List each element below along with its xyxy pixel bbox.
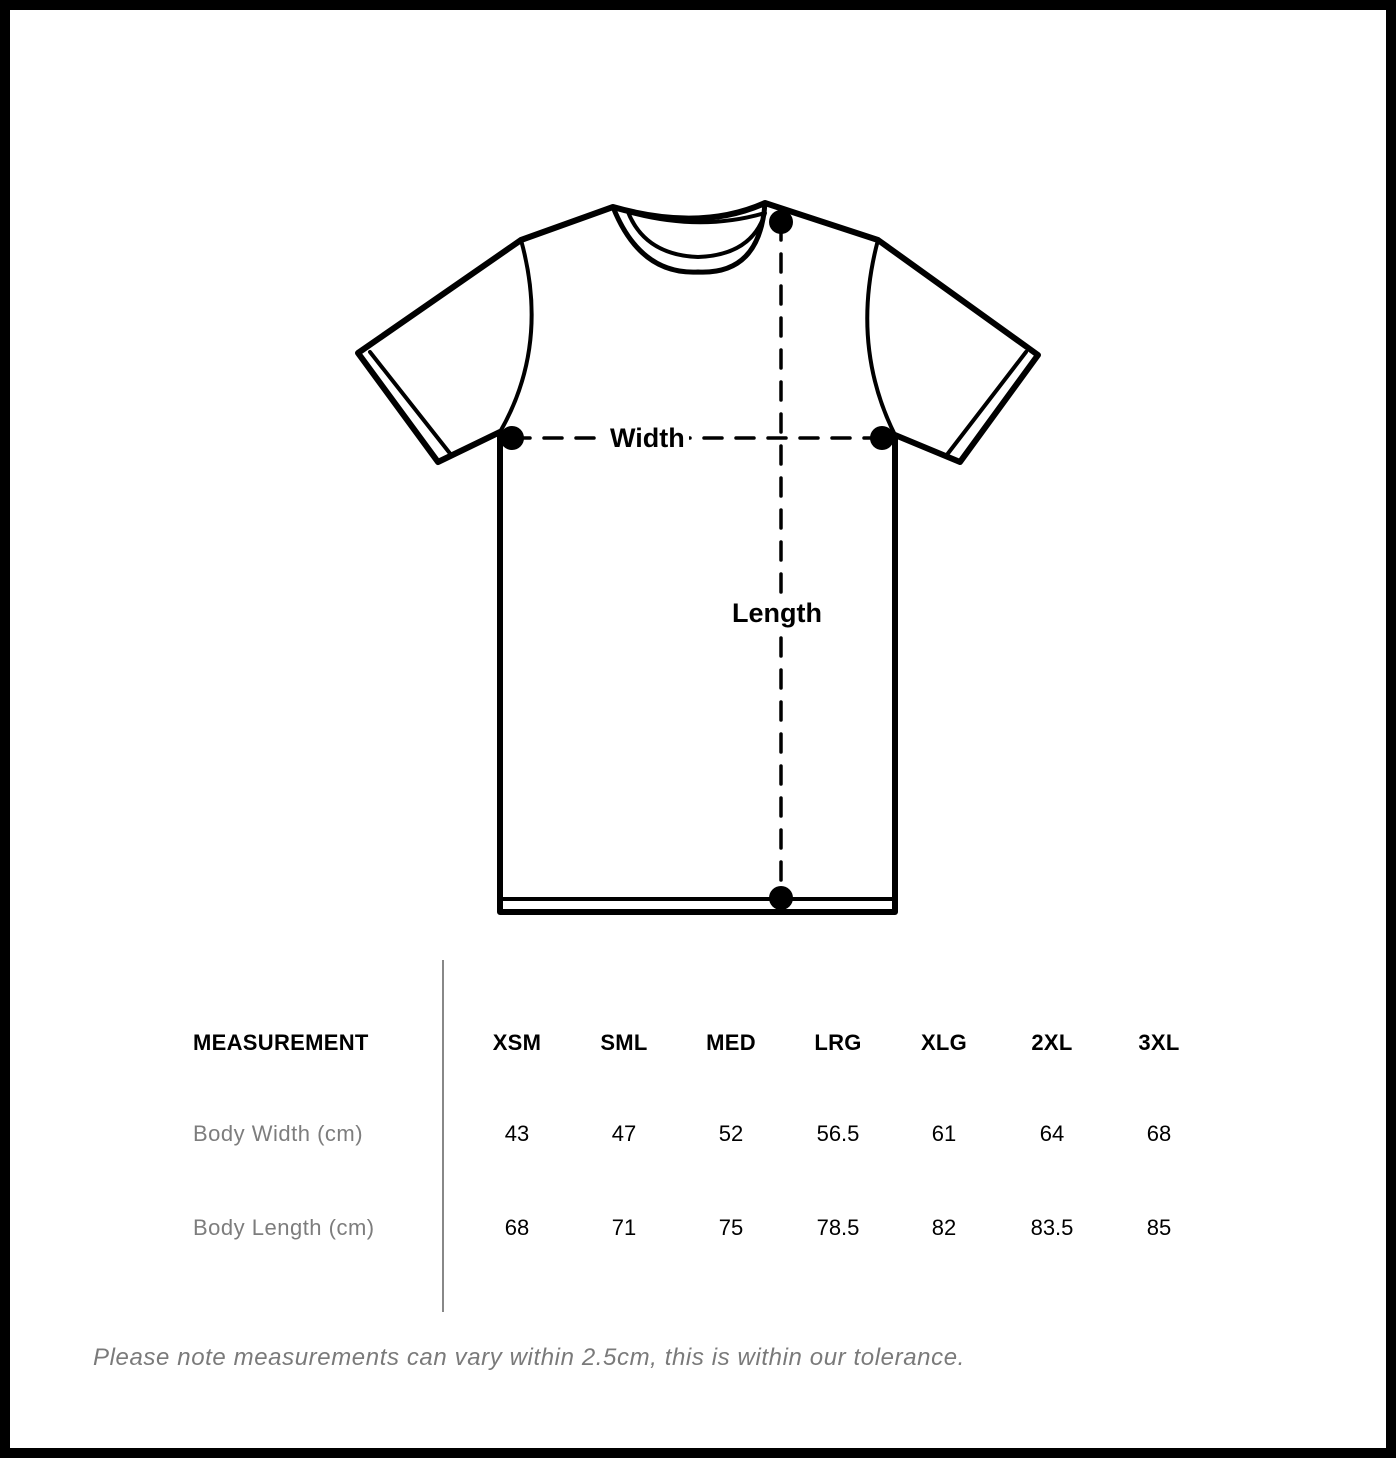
table-cell: 78.5 xyxy=(816,1215,860,1240)
size-header: LRG xyxy=(814,1030,862,1055)
table-cell: 68 xyxy=(504,1215,530,1240)
table-cell: 83.5 xyxy=(1030,1215,1074,1240)
length-top-point xyxy=(769,210,793,234)
measurement-header: MEASUREMENT xyxy=(193,1030,369,1055)
length-bottom-point xyxy=(769,886,793,910)
table-cell: 85 xyxy=(1146,1215,1172,1240)
tolerance-note: Please note measurements can vary within 2.5cm, this is within our tolerance. xyxy=(93,1344,965,1371)
table-divider xyxy=(442,960,444,1312)
size-header: 3XL xyxy=(1138,1030,1180,1055)
size-header: XSM xyxy=(492,1030,542,1055)
right-armhole-seam xyxy=(867,240,895,435)
size-header: XLG xyxy=(920,1030,968,1055)
left-armhole-seam xyxy=(500,240,532,432)
table-cell: 52 xyxy=(718,1121,744,1146)
width-label: Width xyxy=(606,422,689,454)
size-header: 2XL xyxy=(1031,1030,1073,1055)
table-cell: 47 xyxy=(611,1121,637,1146)
table-cell: 75 xyxy=(718,1215,744,1240)
table-cell: 61 xyxy=(931,1121,957,1146)
table-cell: 82 xyxy=(931,1215,957,1240)
size-header: MED xyxy=(706,1030,756,1055)
body-length-row-label: Body Length (cm) xyxy=(193,1215,375,1240)
size-header: SML xyxy=(600,1030,648,1055)
width-left-point xyxy=(500,426,524,450)
right-sleeve-hem xyxy=(946,352,1026,456)
table-cell: 56.5 xyxy=(816,1121,860,1146)
tshirt-body-outline xyxy=(358,203,1038,912)
table-cell: 64 xyxy=(1039,1121,1065,1146)
left-sleeve-hem xyxy=(370,352,452,456)
body-width-row-label: Body Width (cm) xyxy=(193,1121,364,1146)
width-right-point xyxy=(870,426,894,450)
length-label: Length xyxy=(728,597,826,629)
table-cell: 68 xyxy=(1146,1121,1172,1146)
table-cell: 43 xyxy=(504,1121,530,1146)
table-cell: 71 xyxy=(611,1215,637,1240)
